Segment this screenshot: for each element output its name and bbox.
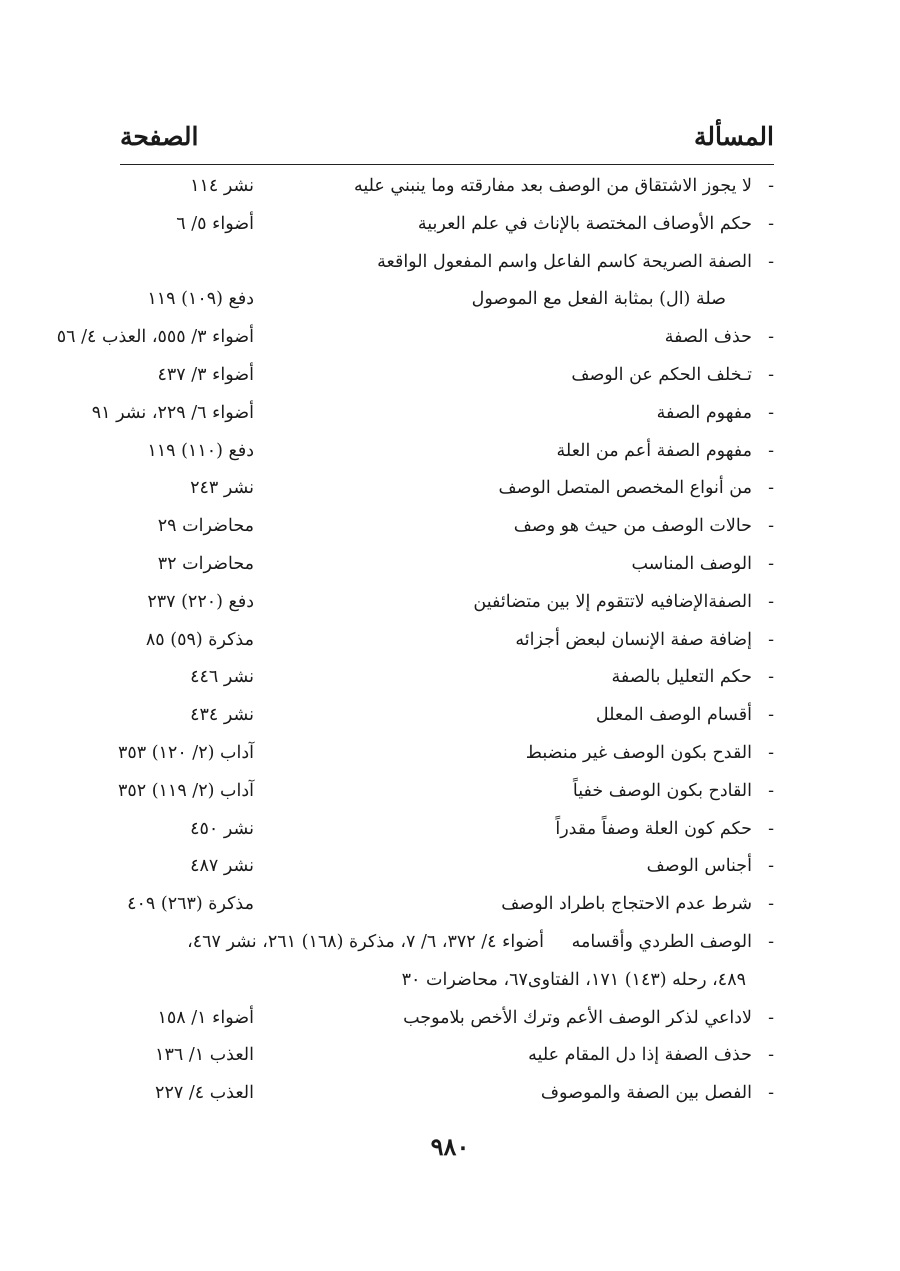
index-list <box>56 168 774 1113</box>
list-item <box>120 697 774 735</box>
list-item <box>120 244 774 282</box>
list-item <box>120 584 774 622</box>
page-reference: نشر ٤٣٤ <box>190 705 254 726</box>
page-reference: مذكرة (٥٩) ٨٥ <box>145 629 254 650</box>
issue-text: حكم التعليل بالصفة <box>611 667 752 688</box>
issue-text: حالات الوصف من حيث هو وصف <box>513 516 752 537</box>
list-item <box>120 1000 774 1038</box>
list-item-continuation <box>120 281 774 319</box>
bullet-dash: - <box>768 364 774 385</box>
bullet-dash: - <box>768 176 774 196</box>
page-reference: دفع (١١٠) ١١٩ <box>147 440 254 461</box>
bullet-dash: - <box>768 894 774 915</box>
list-item <box>120 1075 774 1113</box>
page-reference: العذب ٤/ ٢٢٧ <box>155 1083 254 1104</box>
page-reference: آداب (٢/ ١١٩) ٣٥٢ <box>117 780 254 801</box>
list-item <box>120 508 774 546</box>
issue-text: لاداعي لذكر الوصف الأعم وترك الأخص بلاموجب <box>403 1007 752 1028</box>
list-item <box>120 886 774 924</box>
table-header <box>120 122 774 162</box>
list-item <box>117 773 774 811</box>
list-item <box>56 319 774 357</box>
bullet-dash: - <box>768 478 774 499</box>
page-reference: دفع (١٠٩) ١١٩ <box>147 289 254 310</box>
page-reference: نشر ٢٤٣ <box>190 478 254 499</box>
page-number: ٩٨٠ <box>430 1132 470 1161</box>
page-reference: العذب ١/ ١٣٦ <box>155 1045 254 1066</box>
page-reference: أضواء ١/ ١٥٨ <box>157 1007 254 1028</box>
page-reference: نشر ٤٤٦ <box>190 667 254 688</box>
page-reference: أضواء ٣/ ٤٣٧ <box>157 364 254 385</box>
issue-text: من أنواع المخصص المتصل الوصف <box>498 478 752 499</box>
page-reference: أضواء ٦/ ٢٢٩، نشر ٩١ <box>91 402 254 423</box>
bullet-dash: - <box>768 327 774 348</box>
issue-column-title: المسألة <box>694 122 774 151</box>
list-item <box>120 433 774 471</box>
issue-text: أجناس الوصف <box>646 856 752 877</box>
issue-text: الوصف الطردي وأقسامه <box>571 931 752 952</box>
issue-text: تـخلف الحكم عن الوصف <box>571 364 752 385</box>
page-reference: دفع (٢٢٠) ٢٣٧ <box>147 591 254 612</box>
list-item <box>120 1037 774 1075</box>
list-item <box>120 924 774 962</box>
issue-text: القادح بكون الوصف خفياً <box>572 780 752 801</box>
list-item <box>91 395 774 433</box>
issue-text: الصفةالإضافيه لاتتقوم إلا بين متضائفين <box>473 591 752 612</box>
list-item <box>120 206 774 244</box>
bullet-dash: - <box>768 251 774 272</box>
issue-text: مفهوم الصفة أعم من العلة <box>556 440 752 461</box>
bullet-dash: - <box>768 213 774 234</box>
issue-text: حكم كون العلة وصفاً مقدراً <box>555 818 752 839</box>
bullet-dash: - <box>768 1083 774 1104</box>
bullet-dash: - <box>768 440 774 461</box>
page-reference: محاضرات ٣٢ <box>157 553 254 574</box>
issue-text: شرط عدم الاحتجاج باطراد الوصف <box>501 894 752 915</box>
bullet-dash: - <box>768 667 774 688</box>
page-reference: محاضرات ٢٩ <box>157 516 254 537</box>
list-item <box>120 168 774 206</box>
page-reference: نشر ١١٤ <box>190 176 254 196</box>
bullet-dash: - <box>768 629 774 650</box>
page-reference: آداب (٢/ ١٢٠) ٣٥٣ <box>117 742 254 763</box>
page-column-title: الصفحة <box>120 122 199 151</box>
page-reference: مذكرة (٢٦٣) ٤٠٩ <box>127 894 254 915</box>
page-reference: أضواء ٤/ ٣٧٢، ٦/ ٧، مذكرة (١٦٨) ٢٦١، نشر ٤٦٧، <box>187 931 544 952</box>
issue-text: الوصف المناسب <box>631 553 752 574</box>
issue-text: إضافة صفة الإنسان لبعض أجزائه <box>515 629 752 650</box>
bullet-dash: - <box>768 1007 774 1028</box>
issue-text: القدح بكون الوصف غير منضبط <box>525 742 752 763</box>
list-item <box>120 357 774 395</box>
list-item <box>117 735 774 773</box>
bullet-dash: - <box>768 931 774 952</box>
list-item-continuation <box>120 962 774 1000</box>
page-reference: أضواء ٣/ ٥٥٥، العذب ٤/ ٥٦ <box>56 327 254 348</box>
issue-text: الفصل بين الصفة والموصوف <box>540 1083 752 1104</box>
issue-text: حذف الصفة <box>664 327 752 348</box>
page-reference: أضواء ٥/ ٦ <box>176 213 254 234</box>
bullet-dash: - <box>768 856 774 877</box>
issue-text: أقسام الوصف المعلل <box>595 705 752 726</box>
list-item <box>120 659 774 697</box>
issue-text: حكم الأوصاف المختصة بالإناث في علم العربية <box>417 213 752 234</box>
bullet-dash: - <box>768 516 774 537</box>
bullet-dash: - <box>768 818 774 839</box>
list-item <box>120 848 774 886</box>
issue-text: لا يجوز الاشتقاق من الوصف بعد مفارقته وما ينبني عليه <box>353 176 752 196</box>
bullet-dash: - <box>768 591 774 612</box>
bullet-dash: - <box>768 705 774 726</box>
bullet-dash: - <box>768 553 774 574</box>
issue-text: الصفة الصريحة كاسم الفاعل واسم المفعول الواقعة <box>377 251 752 272</box>
list-item <box>120 811 774 849</box>
issue-text-continuation: صلة (ال) بمثابة الفعل مع الموصول <box>471 289 726 310</box>
list-item <box>120 470 774 508</box>
header-rule <box>120 164 774 165</box>
issue-text: حذف الصفة إذا دل المقام عليه <box>528 1045 752 1066</box>
page-reference: نشر ٤٨٧ <box>190 856 254 877</box>
list-item <box>120 546 774 584</box>
bullet-dash: - <box>768 1045 774 1066</box>
page-reference-continuation: ٤٨٩، رحله (١٤٣) ١٧١، الفتاوى٦٧، محاضرات ٣٠ <box>401 969 746 990</box>
bullet-dash: - <box>768 780 774 801</box>
bullet-dash: - <box>768 742 774 763</box>
page-reference: نشر ٤٥٠ <box>190 818 254 839</box>
bullet-dash: - <box>768 402 774 423</box>
issue-text: مفهوم الصفة <box>656 402 752 423</box>
list-item <box>120 622 774 660</box>
